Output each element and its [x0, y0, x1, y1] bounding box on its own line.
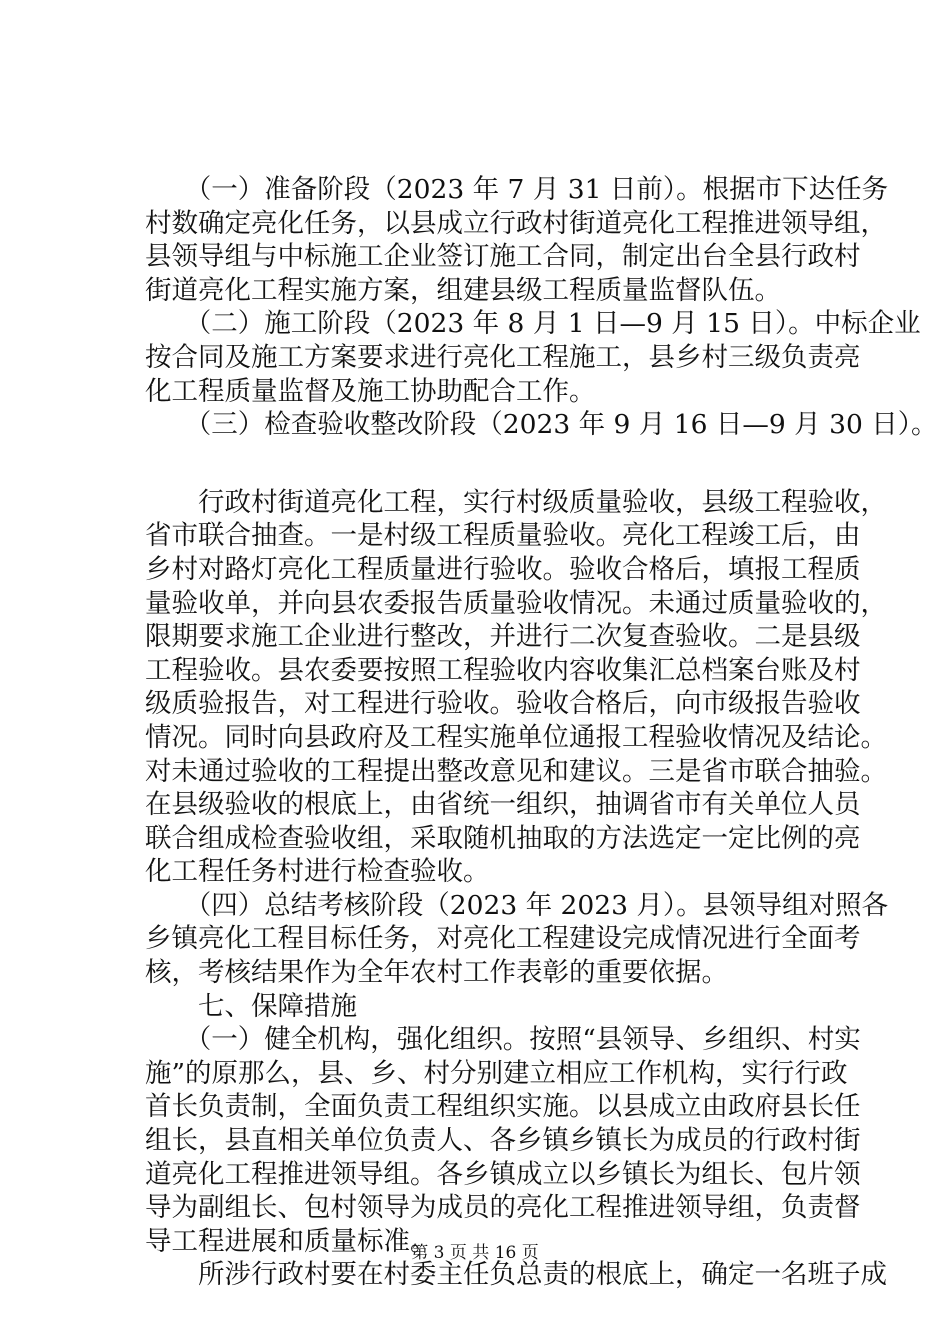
text-line: （二）施工阶段（2023 年 8 月 1 日—9 月 15 日）。中标企业 [145, 308, 921, 340]
text-line: 联合组成检查验收组，采取随机抽取的方法选定一定比例的亮 [145, 822, 861, 854]
paragraph-gap [145, 442, 845, 486]
text-line: 道亮化工程推进领导组。各乡镇成立以乡镇长为组长、包片领 [145, 1158, 861, 1190]
text-line: 工程验收。县农委要按照工程验收内容收集汇总档案台账及村 [145, 654, 861, 686]
text-line: 乡镇亮化工程目标任务，对亮化工程建设完成情况进行全面考 [145, 923, 861, 955]
page-footer: 第 3 页 共 16 页 [411, 1243, 539, 1263]
text-line: 核，考核结果作为全年农村工作表彰的重要依据。 [145, 957, 728, 989]
paragraph-p5 [145, 889, 889, 990]
paragraph-p6 [145, 990, 845, 1024]
text-line: 乡村对路灯亮化工程质量进行验收。验收合格后，填报工程质 [145, 553, 861, 585]
text-line: （一）健全机构，强化组织。按照“县领导、乡组织、村实 [145, 1024, 861, 1056]
paragraph-p7 [145, 1023, 861, 1258]
text-line: 组长，县直相关单位负责人、各乡镇乡镇长为成员的行政村街 [145, 1125, 861, 1157]
paragraph-p2 [145, 307, 921, 408]
text-line: 七、保障措施 [145, 990, 357, 1022]
text-line: 省市联合抽查。一是村级工程质量验收。亮化工程竣工后，由 [145, 520, 861, 552]
text-line: 按合同及施工方案要求进行亮化工程施工，县乡村三级负责亮 [145, 341, 861, 373]
paragraph-p1 [145, 173, 889, 307]
text-line: 行政村街道亮化工程，实行村级质量验收，县级工程验收， [145, 486, 887, 518]
text-line: 街道亮化工程实施方案，组建县级工程质量监督队伍。 [145, 274, 781, 306]
text-line: （三）检查验收整改阶段（2023 年 9 月 16 日—9 月 30 日）。 [145, 409, 938, 441]
text-line: 化工程质量监督及施工协助配合工作。 [145, 375, 596, 407]
text-line: 对未通过验收的工程提出整改意见和建议。三是省市联合抽验。 [145, 755, 887, 787]
text-line: 村数确定亮化任务，以县成立行政村街道亮化工程推进领导组， [145, 207, 887, 239]
text-line: 所涉行政村要在村委主任负总责的根底上，确定一名班子成 [145, 1259, 887, 1291]
text-line: 情况。同时向县政府及工程实施单位通报工程验收情况及结论。 [145, 721, 887, 753]
text-line: （四）总结考核阶段（2023 年 2023 月）。县领导组对照各 [145, 889, 889, 921]
paragraph-p4 [145, 486, 887, 889]
text-line: 量验收单，并向县农委报告质量验收情况。未通过质量验收的， [145, 587, 887, 619]
text-line: 限期要求施工企业进行整改，并进行二次复查验收。二是县级 [145, 621, 861, 653]
text-line: （一）准备阶段（2023 年 7 月 31 日前）。根据市下达任务 [145, 174, 889, 205]
text-line: 导工程进展和质量标准。 [145, 1225, 437, 1257]
text-line: 化工程任务村进行检查验收。 [145, 856, 490, 888]
document-body [145, 173, 938, 1292]
paragraph-p3 [145, 408, 938, 442]
text-line: 县领导组与中标施工企业签订施工合同，制定出台全县行政村 [145, 241, 861, 273]
text-line: 首长负责制，全面负责工程组织实施。以县成立由政府县长任 [145, 1091, 861, 1123]
text-line: 级质验报告，对工程进行验收。验收合格后，向市级报告验收 [145, 688, 861, 720]
text-line: 导为副组长、包村领导为成员的亮化工程推进领导组，负责督 [145, 1192, 861, 1224]
text-line: 施”的原那么，县、乡、村分别建立相应工作机构，实行行政 [145, 1057, 848, 1089]
text-line: 在县级验收的根底上，由省统一组织，抽调省市有关单位人员 [145, 789, 861, 821]
